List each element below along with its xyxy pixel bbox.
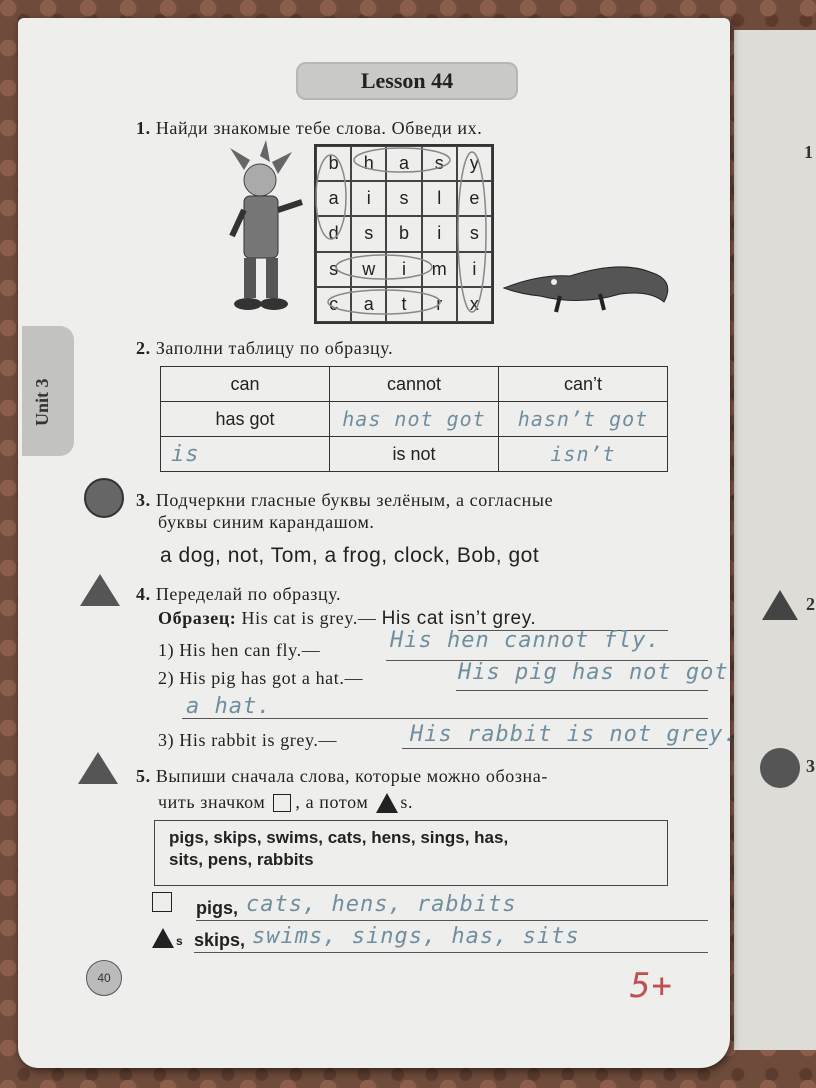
handwritten-answer: is <box>161 437 330 472</box>
task4-item1-question: 1) His hen can fly.— <box>158 640 321 660</box>
answer-line <box>196 920 708 921</box>
task4-heading <box>136 584 341 605</box>
triangle-icon <box>152 928 174 948</box>
task5-text-part: , а потом <box>295 792 369 812</box>
task3-words: a dog, not, Tom, a frog, clock, Bob, got <box>160 544 540 567</box>
task4-sample <box>158 608 536 630</box>
task1-number: 1. <box>136 118 151 138</box>
task5-number: 5. <box>136 766 151 786</box>
handwritten-answer: His rabbit is not grey. <box>410 722 738 747</box>
answer-line <box>456 690 708 691</box>
task4-text: Переделай по образцу. <box>155 584 342 604</box>
grid-cell: y <box>457 146 492 181</box>
handwritten-answer: a hat. <box>186 694 272 719</box>
word-box <box>154 820 668 886</box>
sample-answer: His cat isn’t grey. <box>381 608 537 629</box>
task2-number: 2. <box>136 338 151 358</box>
grid-cell: i <box>386 252 421 287</box>
task3-line1 <box>136 490 553 511</box>
next-page-edge <box>734 30 816 1050</box>
grid-cell: h <box>351 146 386 181</box>
handwritten-answer: cats, hens, rabbits <box>246 892 517 917</box>
table-row <box>161 437 668 472</box>
table-cell: is not <box>330 437 499 472</box>
handwritten-answer: His hen cannot fly. <box>390 628 661 653</box>
unit-tab-label: Unit 3 <box>32 378 52 426</box>
grid-cell: r <box>422 287 457 322</box>
grid-cell: t <box>386 287 421 322</box>
grid-cell: w <box>351 252 386 287</box>
task3-line2: буквы синим карандашом. <box>158 512 375 532</box>
answer2-prefix: s <box>176 934 183 948</box>
task4-item2-question: 2) His pig has got a hat.— <box>158 668 364 688</box>
task5-text-part: s. <box>400 792 414 812</box>
word-box-line: pigs, skips, swims, cats, hens, sings, has, <box>169 828 509 847</box>
grid-cell: a <box>351 287 386 322</box>
handwritten-answer: hasn’t got <box>499 402 668 437</box>
task5-line2 <box>158 792 413 813</box>
table-cell: has got <box>161 402 330 437</box>
handwritten-answer: isn’t <box>499 437 668 472</box>
grid-cell: i <box>422 216 457 251</box>
handwritten-answer: His pig has not got <box>458 660 729 685</box>
jester-illustration <box>210 140 310 320</box>
star-icon <box>762 590 798 620</box>
table-header-cell: cannot <box>330 367 499 402</box>
answer1-label: pigs, <box>196 898 239 918</box>
answer2-label: skips, <box>194 930 246 950</box>
table-header-cell: can’t <box>499 367 668 402</box>
task3-text: Подчеркни гласные буквы зелёным, а согласные <box>155 490 554 510</box>
grid-cell: x <box>457 287 492 322</box>
task2-heading <box>136 338 393 359</box>
sample-label: Образец: <box>158 608 237 628</box>
task5-text-part: чить значком <box>158 792 266 812</box>
grid-cell: a <box>316 181 351 216</box>
page-number: 40 <box>86 960 122 996</box>
pencil-circles <box>312 142 492 322</box>
handwritten-answer: swims, sings, has, sits <box>252 924 580 949</box>
grid-cell: s <box>386 181 421 216</box>
task1-heading <box>136 118 482 139</box>
word-box-line: sits, pens, rabbits <box>169 850 314 869</box>
grade-mark: 5+ <box>630 966 673 1006</box>
handwritten-answer: has not got <box>330 402 499 437</box>
crocodile-illustration <box>500 250 680 320</box>
task5-line1 <box>136 766 548 787</box>
table-header-row <box>161 367 668 402</box>
sample-text: His cat is grey.— <box>241 608 377 628</box>
answer-line <box>182 718 708 719</box>
square-icon <box>273 794 291 812</box>
grid-cell: e <box>457 181 492 216</box>
task2-text: Заполни таблицу по образцу. <box>155 338 394 358</box>
grid-cell: a <box>386 146 421 181</box>
flower-icon <box>84 478 124 518</box>
task3-number: 3. <box>136 490 151 510</box>
grid-cell: b <box>316 146 351 181</box>
grid-cell: s <box>457 216 492 251</box>
answer-line <box>402 748 708 749</box>
task4-item3-question: 3) His rabbit is grey.— <box>158 730 338 750</box>
flower-icon <box>760 748 800 788</box>
grid-cell: c <box>316 287 351 322</box>
lesson-title: Lesson 44 <box>296 62 518 100</box>
grid-cell: s <box>422 146 457 181</box>
right-page-marker-3: 3 <box>806 756 815 776</box>
unit-tab <box>22 326 74 456</box>
right-page-marker-2: 2 <box>806 594 815 614</box>
grid-cell: d <box>316 216 351 251</box>
task5-text: Выпиши сначала слова, которые можно обозна- <box>155 766 548 786</box>
grid-cell: i <box>457 252 492 287</box>
task1-text: Найди знакомые тебе слова. Обведи их. <box>155 118 483 138</box>
answer-line <box>194 952 708 953</box>
task4-number: 4. <box>136 584 151 604</box>
table-row <box>161 402 668 437</box>
square-icon <box>152 892 172 912</box>
grid-cell: i <box>351 181 386 216</box>
verb-table <box>160 366 668 472</box>
grid-cell: s <box>351 216 386 251</box>
grid-cell: l <box>422 181 457 216</box>
triangle-icon <box>376 793 398 813</box>
right-page-marker-1: 1 <box>804 142 813 162</box>
grid-cell: b <box>386 216 421 251</box>
table-header-cell: can <box>161 367 330 402</box>
grid-cell: s <box>316 252 351 287</box>
grid-cell: m <box>422 252 457 287</box>
